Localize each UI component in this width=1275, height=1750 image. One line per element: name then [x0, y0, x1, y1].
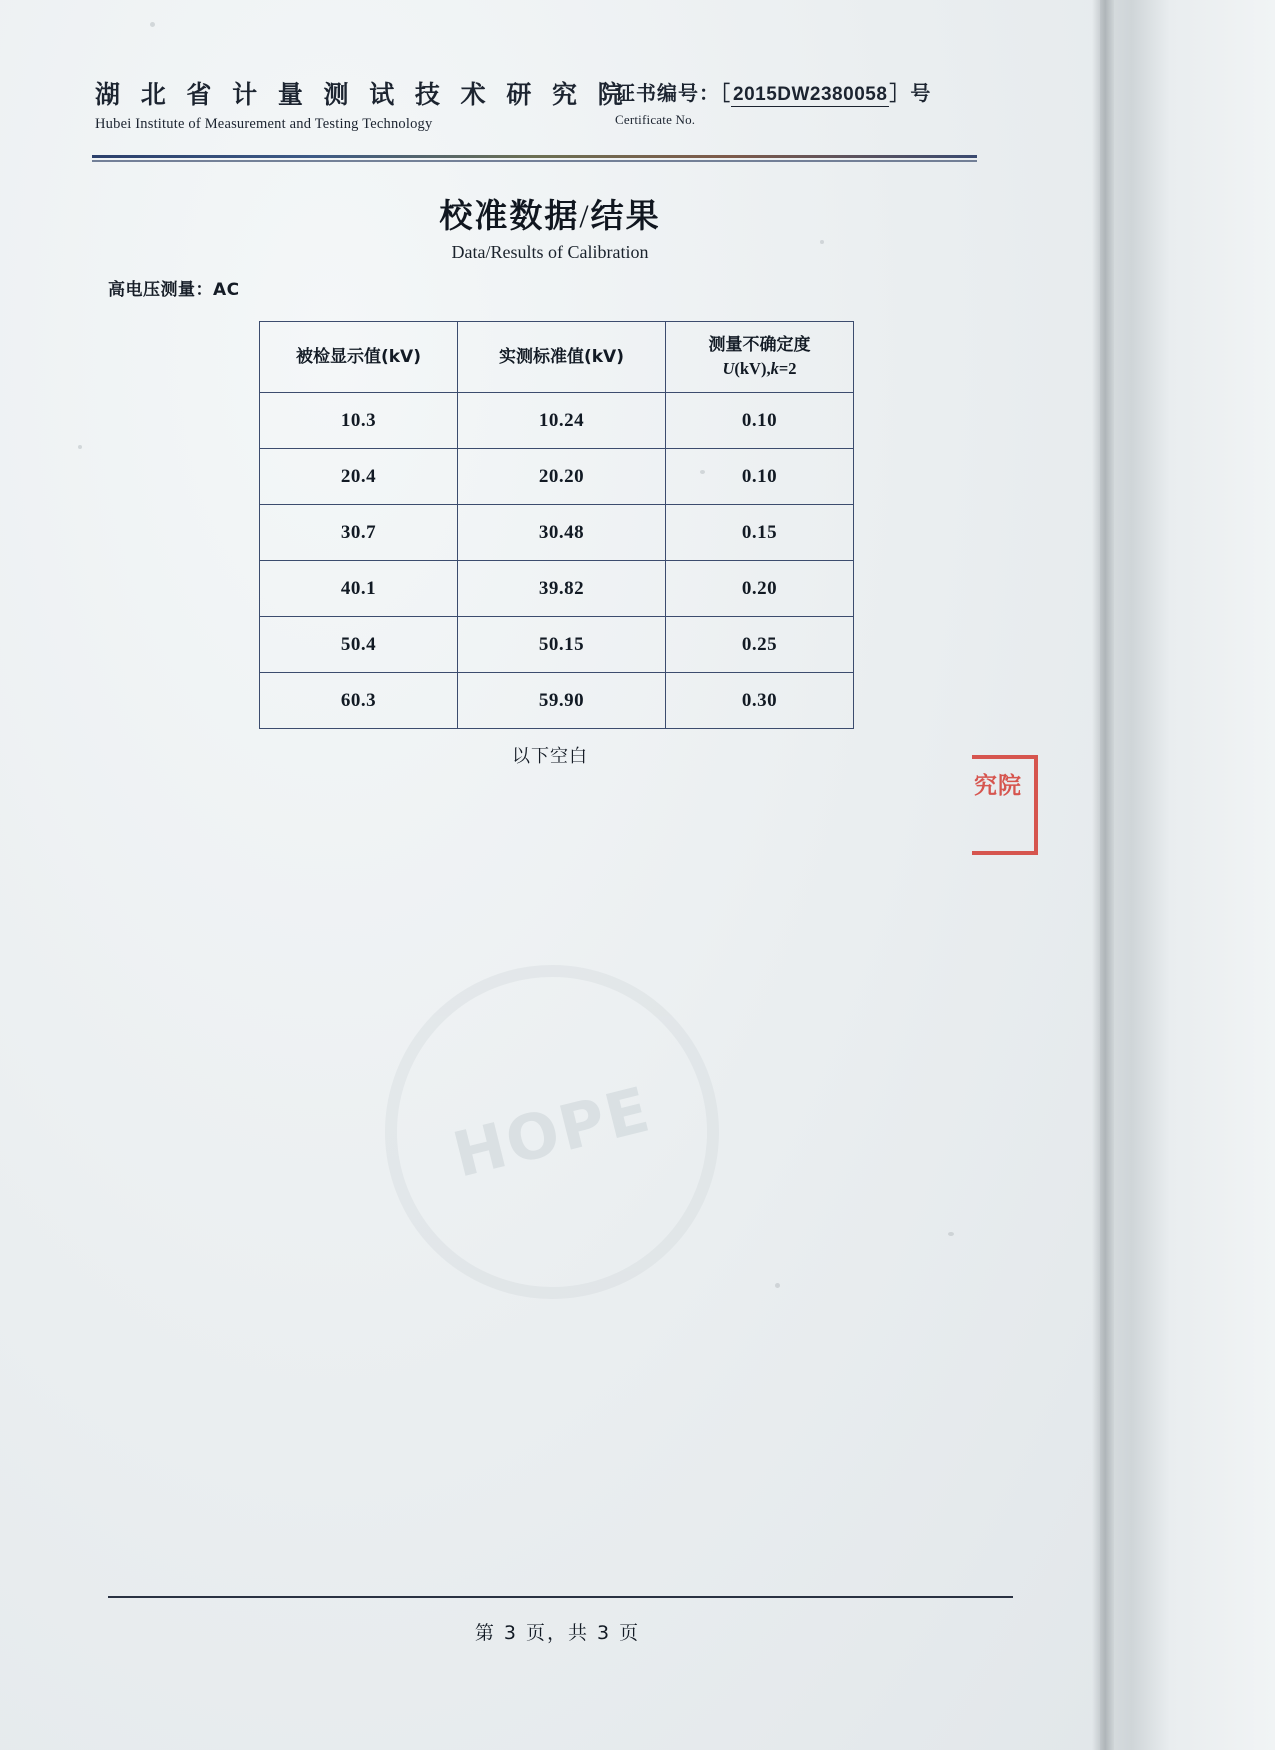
certificate-number-line — [615, 77, 931, 106]
red-stamp-seal — [972, 755, 1038, 855]
page-title-cn — [0, 190, 1100, 237]
cell-indicated-value: 30.7 — [260, 505, 458, 561]
uncertainty-symbol: U — [722, 359, 735, 379]
header-divider — [92, 155, 977, 158]
cell-standard-value: 39.82 — [458, 561, 666, 617]
coverage-factor-value: =2 — [778, 359, 797, 379]
cell-indicated-value: 60.3 — [260, 673, 458, 729]
page-title-en: Data/Results of Calibration — [451, 242, 649, 262]
cell-indicated-value: 20.4 — [260, 449, 458, 505]
bracket-open: ［ — [720, 81, 731, 105]
institute-name-cn: 湖 北 省 计 量 测 试 技 术 研 究 院 — [95, 80, 629, 109]
table-row — [260, 505, 854, 561]
institute-name-en: Hubei Institute of Measurement and Testing Technology — [95, 116, 433, 132]
cell-standard-value: 50.15 — [458, 617, 666, 673]
cell-standard-value: 10.24 — [458, 393, 666, 449]
uncertainty-unit: (kV), — [734, 359, 771, 379]
table-row — [260, 617, 854, 673]
bracket-close: ］号 — [889, 81, 932, 105]
cell-uncertainty: 0.10 — [666, 449, 854, 505]
page-title-cn-left: 校准数据 — [439, 196, 580, 235]
scan-speck — [78, 445, 82, 449]
cell-uncertainty: 0.30 — [666, 673, 854, 729]
page-title-cn-right: 结果 — [590, 196, 661, 235]
page-number-footer: 第 3 页，共 3 页 — [474, 1622, 641, 1644]
cell-standard-value: 20.20 — [458, 449, 666, 505]
scan-speck — [150, 22, 155, 27]
header-divider-thin — [92, 160, 977, 162]
paper-right-edge — [1100, 0, 1275, 1750]
cell-uncertainty: 0.15 — [666, 505, 854, 561]
cell-uncertainty: 0.10 — [666, 393, 854, 449]
column-header-standard-value: 实测标准值(kV) — [458, 322, 666, 393]
measurement-subject: 高电压测量：AC — [108, 280, 240, 300]
cell-indicated-value: 50.4 — [260, 617, 458, 673]
table-header-row — [260, 322, 854, 393]
cell-uncertainty: 0.25 — [666, 617, 854, 673]
uncertainty-header-line2 — [666, 357, 853, 381]
certificate-label-en: Certificate No. — [615, 112, 696, 127]
table-row — [260, 673, 854, 729]
calibration-data-table — [259, 321, 854, 729]
document-header — [95, 75, 1015, 145]
scan-speck — [775, 1283, 780, 1288]
cell-standard-value: 59.90 — [458, 673, 666, 729]
cell-indicated-value: 40.1 — [260, 561, 458, 617]
seal-text: 究院 — [974, 773, 1022, 799]
coverage-factor-symbol: k — [770, 359, 779, 379]
footer-divider — [108, 1596, 1013, 1598]
certificate-number-value: 2015DW2380058 — [733, 84, 888, 105]
table-row — [260, 449, 854, 505]
certificate-label-cn: 证书编号： — [615, 81, 720, 105]
column-header-uncertainty — [666, 322, 854, 393]
cell-standard-value: 30.48 — [458, 505, 666, 561]
uncertainty-header-line1: 测量不确定度 — [708, 334, 811, 355]
table-row — [260, 561, 854, 617]
certificate-number-block — [615, 77, 931, 128]
page-title-slash: / — [579, 199, 591, 235]
cell-uncertainty: 0.20 — [666, 561, 854, 617]
blank-below-note: 以下空白 — [512, 746, 588, 767]
table-row — [260, 393, 854, 449]
column-header-indicated-value: 被检显示值(kV) — [260, 322, 458, 393]
scan-speck — [948, 1232, 954, 1236]
watermark-text: HOPE — [445, 1072, 659, 1192]
paper-watermark — [385, 965, 719, 1299]
cell-indicated-value: 10.3 — [260, 393, 458, 449]
